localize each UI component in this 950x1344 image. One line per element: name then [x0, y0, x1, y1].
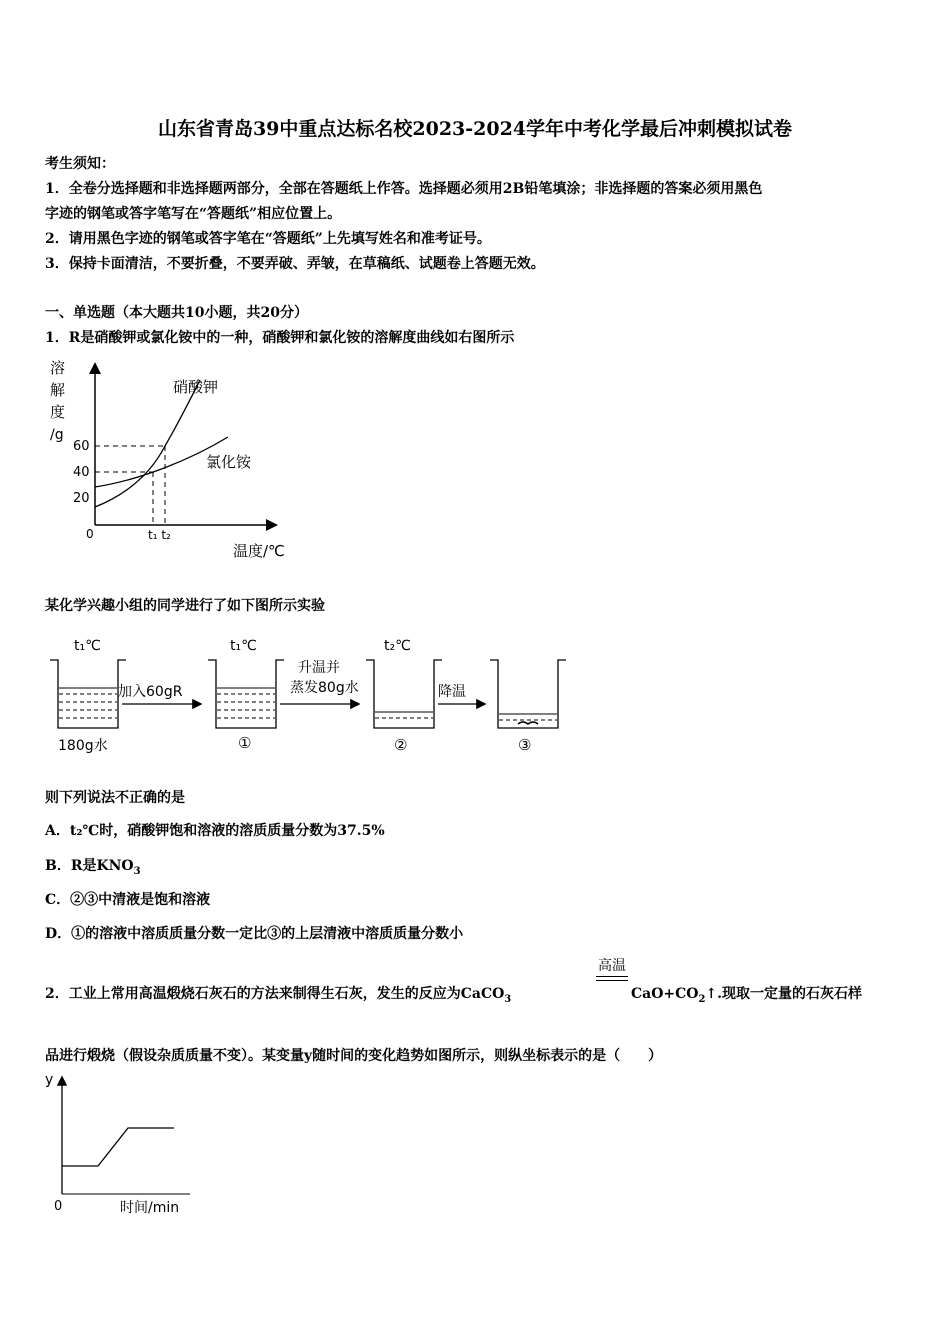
- beaker-2-label: ②: [394, 736, 408, 754]
- y-time-graph: [40, 1068, 200, 1218]
- x-label: 时间/min: [120, 1200, 180, 1216]
- section-heading: 一、单选题（本大题共10小题，共20分）: [45, 305, 308, 321]
- y-label: y: [45, 1072, 54, 1088]
- beaker-0-label: 180g水: [58, 738, 108, 754]
- step-1-label: 加入60gR: [118, 684, 183, 700]
- beaker-3: [490, 660, 566, 728]
- question-2-stem-line2: 品进行煅烧（假设杂质质量不变）。某变量y随时间的变化趋势如图所示，则纵坐标表示的是（ ）: [45, 1048, 663, 1064]
- solubility-graph: [40, 355, 300, 570]
- y-label-3: 度: [50, 403, 66, 421]
- x-ticks: t₁ t₂: [148, 528, 171, 542]
- origin-label: 0: [54, 1199, 63, 1214]
- temp-0: t₁℃: [74, 638, 101, 654]
- curve-kno3: [95, 380, 200, 507]
- origin-label: 0: [86, 527, 94, 541]
- question-1-prompt: 则下列说法不正确的是: [45, 790, 185, 806]
- beaker-3-label: ③: [518, 736, 532, 754]
- y-label-1: 溶: [50, 359, 66, 377]
- beaker-1-label: ①: [238, 734, 252, 752]
- y-label-4: /g: [50, 427, 64, 443]
- notice-heading: 考生须知：: [45, 156, 115, 172]
- x-label: 温度/℃: [233, 542, 285, 560]
- step-3-label: 降温: [438, 684, 466, 700]
- page-title: 山东省青岛39中重点达标名校2023-2024学年中考化学最后冲刺模拟试卷: [157, 118, 793, 140]
- notice-line-1a: 1．全卷分选择题和非选择题两部分，全部在答题纸上作答。选择题必须用2B铅笔填涂；非选择题的答案必须用黑色: [45, 181, 763, 197]
- question-1-stem: 1．R是硝酸钾或氯化铵中的一种，硝酸钾和氯化铵的溶解度曲线如右图所示: [45, 330, 515, 346]
- step-2-label-a: 升温并: [298, 660, 340, 676]
- temp-1: t₁℃: [230, 638, 257, 654]
- reaction-equal-sign: [596, 976, 628, 981]
- y-label-2: 解: [50, 381, 66, 399]
- curve-nh4cl-label: 氯化铵: [206, 453, 252, 471]
- option-c: C．②③中清液是饱和溶液: [45, 892, 211, 908]
- temp-2: t₂℃: [384, 638, 411, 654]
- reaction-products: $CaO+CO_2↑$.现取一定量的石灰石样: [631, 986, 863, 1005]
- reaction-condition: 高温: [598, 958, 626, 974]
- y-tick-20: 20: [73, 491, 90, 506]
- experiment-intro: 某化学兴趣小组的同学进行了如下图所示实验: [45, 598, 325, 614]
- notice-line-3: 3．保持卡面清洁，不要折叠，不要弄破、弄皱，在草稿纸、试题卷上答题无效。: [45, 256, 545, 272]
- y-tick-40: 40: [73, 465, 90, 480]
- notice-line-1b: 字迹的钢笔或答字笔写在“答题纸”相应位置上。: [45, 206, 342, 222]
- y-tick-60: 60: [73, 439, 90, 454]
- y-curve: [62, 1128, 174, 1166]
- option-d: D．①的溶液中溶质质量分数一定比③的上层清液中溶质质量分数小: [45, 926, 464, 942]
- option-a: A．t₂℃时，硝酸钾饱和溶液的溶质质量分数为37.5%: [45, 823, 385, 839]
- crystals: [518, 722, 538, 724]
- option-b: B．R是$KNO_3$: [45, 858, 141, 877]
- curve-kno3-label: 硝酸钾: [173, 378, 219, 396]
- question-2-stem: 2．工业上常用高温煅烧石灰石的方法来制得生石灰，发生的反应为CaCO$_3$: [45, 986, 512, 1005]
- step-2-label-b: 蒸发80g水: [290, 680, 359, 696]
- notice-line-2: 2．请用黑色字迹的钢笔或答字笔在“答题纸”上先填写姓名和准考证号。: [45, 231, 491, 247]
- experiment-diagram: [40, 628, 570, 758]
